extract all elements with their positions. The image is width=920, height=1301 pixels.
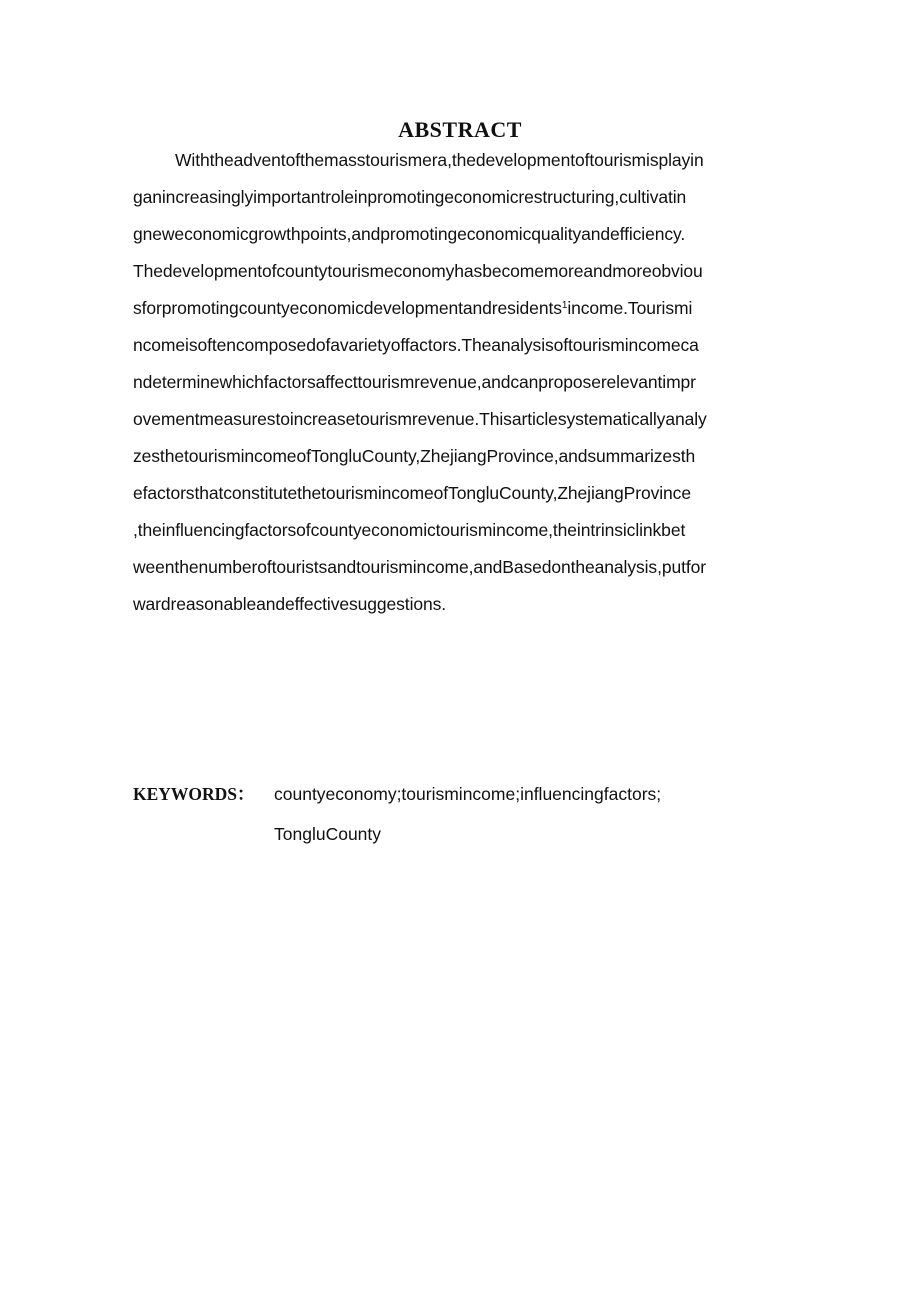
abstract-line: ganincreasinglyimportantroleinpromotingeconomicrestructuring,cultivatin	[133, 187, 687, 207]
abstract-line: efactorsthatconstitutethetourismincomeofTongluCounty,ZhejiangProvince	[133, 483, 691, 503]
keywords-text: countyeconomy;tourismincome;influencingfactors;	[274, 784, 662, 804]
abstract-line: gneweconomicgrowthpoints,andpromotingeconomicqualityandefficiency.	[133, 224, 686, 244]
abstract-line: ,theinfluencingfactorsofcountyeconomictourismincome,theintrinsiclinkbet	[133, 520, 686, 540]
keywords-row	[133, 816, 793, 853]
abstract-line: zesthetourismincomeofTongluCounty,ZhejiangProvince,andsummarizesth	[133, 446, 696, 466]
keywords-label: KEYWORDS：	[133, 784, 255, 804]
abstract-body	[133, 142, 793, 623]
keywords-row	[133, 776, 793, 813]
abstract-line: ndeterminewhichfactorsaffecttourismrevenue,andcanproposerelevantimpr	[133, 372, 696, 392]
abstract-line-with-note	[133, 290, 793, 327]
abstract-line: Thedevelopmentofcountytourismeconomyhasbecomemoreandmoreobviou	[133, 261, 703, 281]
keywords-text: TongluCounty	[274, 824, 382, 844]
abstract-line: weenthenumberoftouristsandtourismincome,andBasedontheanalysis,putfor	[133, 557, 706, 577]
footnote-mark: 1	[561, 300, 568, 311]
abstract-line: ncomeisoftencomposedofavarietyoffactors.Theanalysisoftourismincomeca	[133, 335, 699, 355]
abstract-line: ovementmeasurestoincreasetourismrevenue.Thisarticlesystematicallyanaly	[133, 409, 707, 429]
abstract-text-segment: sforpromotingcountyeconomicdevelopmentandresidents	[133, 298, 562, 318]
abstract-line: wardreasonableandeffectivesuggestions.	[133, 594, 447, 614]
keywords-section	[133, 776, 793, 853]
page-title: ABSTRACT	[398, 117, 522, 142]
abstract-line: Withtheadventofthemasstourismera,thedevelopmentoftourismisplayin	[175, 150, 704, 170]
abstract-text-segment: income.Tourismi	[567, 298, 693, 318]
